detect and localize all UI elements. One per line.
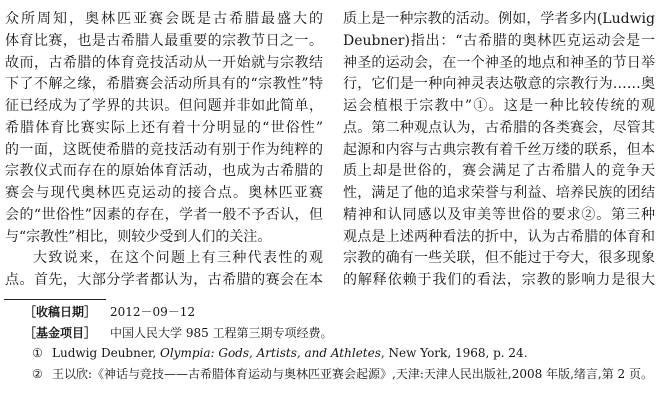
text-line: 质上却是世俗的，赛会满足了古希腊人的竞争天 [343, 163, 655, 180]
paragraph-end-line: 与“宗教性”相比，则较少受到人们的关注。 [5, 228, 272, 245]
text-line: 运会植根于宗教中”①。这是一种比较传统的观 [343, 98, 655, 114]
text-line: 精神和认同感以及审美等世俗的要求②。第三种 [343, 206, 655, 223]
text-line: 点。第二种观点认为，古希腊的各类赛会，尽管其 [343, 119, 655, 136]
text-line: 行，它们是一种向神灵表达敬意的宗教行为……奥 [343, 76, 655, 93]
text-line: 下了不解之缘，希腊赛会活动所具有的“宗教性”特 [5, 76, 323, 93]
paragraph-start-line: 大致说来，在这个问题上有三种代表性的观 [33, 250, 323, 267]
text-line: 的一面，这既使希腊的竞技活动有别于作为纯粹的 [5, 141, 323, 158]
received-date-label: ［收稿日期］ [24, 305, 97, 319]
footnote-mark: ① [32, 346, 43, 361]
text-line: 众所周知，奥林匹亚赛会既是古希腊最盛大的 [5, 11, 323, 27]
text-line: 性，满足了他的追求荣誉与利益、培养民族的团结 [343, 185, 655, 201]
footnotes-area [0, 302, 656, 384]
funding-label: ［基金项目］ [24, 325, 97, 340]
footnote-mark: ② [32, 366, 43, 381]
text-line: Deubner)指出：“古希腊的奥林匹克运动会是一 [343, 32, 655, 49]
footnote-text [52, 343, 528, 364]
footnote-publication: , New York, 1968, p. 24. [380, 346, 528, 361]
text-line: 点。首先，大部分学者都认为，古希腊的赛会在本 [5, 272, 323, 288]
text-line: 体育比赛，也是古希腊人最重要的宗教节日之一。 [5, 32, 323, 49]
text-line: 质上是一种宗教的活动。例如，学者多内(Ludwig [343, 11, 655, 27]
text-line: 希腊体育比赛实际上还有着十分明显的“世俗性” [5, 119, 323, 136]
received-date-note [0, 302, 656, 323]
funding-note [0, 323, 656, 344]
text-line: 观点是上述两种看法的折中，认为古希腊的体育和 [343, 228, 655, 245]
footnote-author: Ludwig Deubner, [52, 346, 160, 361]
footnote-text: 王以欣:《神话与竞技——古希腊体育运动与奥林匹亚赛会起源》,天津:天津人民出版社,2008 年版,绪言,第 2 页。 [52, 366, 653, 381]
text-line: 宗教仪式而存在的原始体育活动，也成为古希腊的 [5, 163, 323, 180]
received-date-value: 2012－09－12 [110, 305, 196, 319]
funding-value: 中国人民大学 985 工程第三期专项经费。 [110, 325, 333, 340]
text-line: 的解释依赖于我们的看法，宗教的影响力是很大 [343, 272, 655, 288]
right-column [343, 9, 655, 292]
footnote-1 [0, 343, 656, 364]
footnote-divider [4, 299, 106, 300]
text-line: 宗教的确有一些关联，但不能过于夸大，很多现象 [343, 250, 655, 267]
text-line: 神圣的运动会，在一个神圣的地点和神圣的节日举 [343, 54, 655, 71]
footnote-book-title: Olympia: Gods, Artists, and Athletes [160, 346, 381, 361]
text-line: 征已经成为了学界的共识。但问题并非如此简单， [5, 98, 323, 114]
text-line: 赛会与现代奥林匹克运动的接合点。奥林匹亚赛 [5, 185, 323, 201]
text-line: 起源和内容与古典宗教有着千丝万缕的联系，但本 [343, 141, 655, 158]
text-line: 会的“世俗性”因素的存在，学者一般不予否认，但 [5, 206, 323, 223]
left-column [5, 9, 323, 292]
footnote-2 [0, 364, 656, 385]
text-line: 故而，古希腊的体育竞技活动从一开始就与宗教结 [5, 54, 323, 71]
